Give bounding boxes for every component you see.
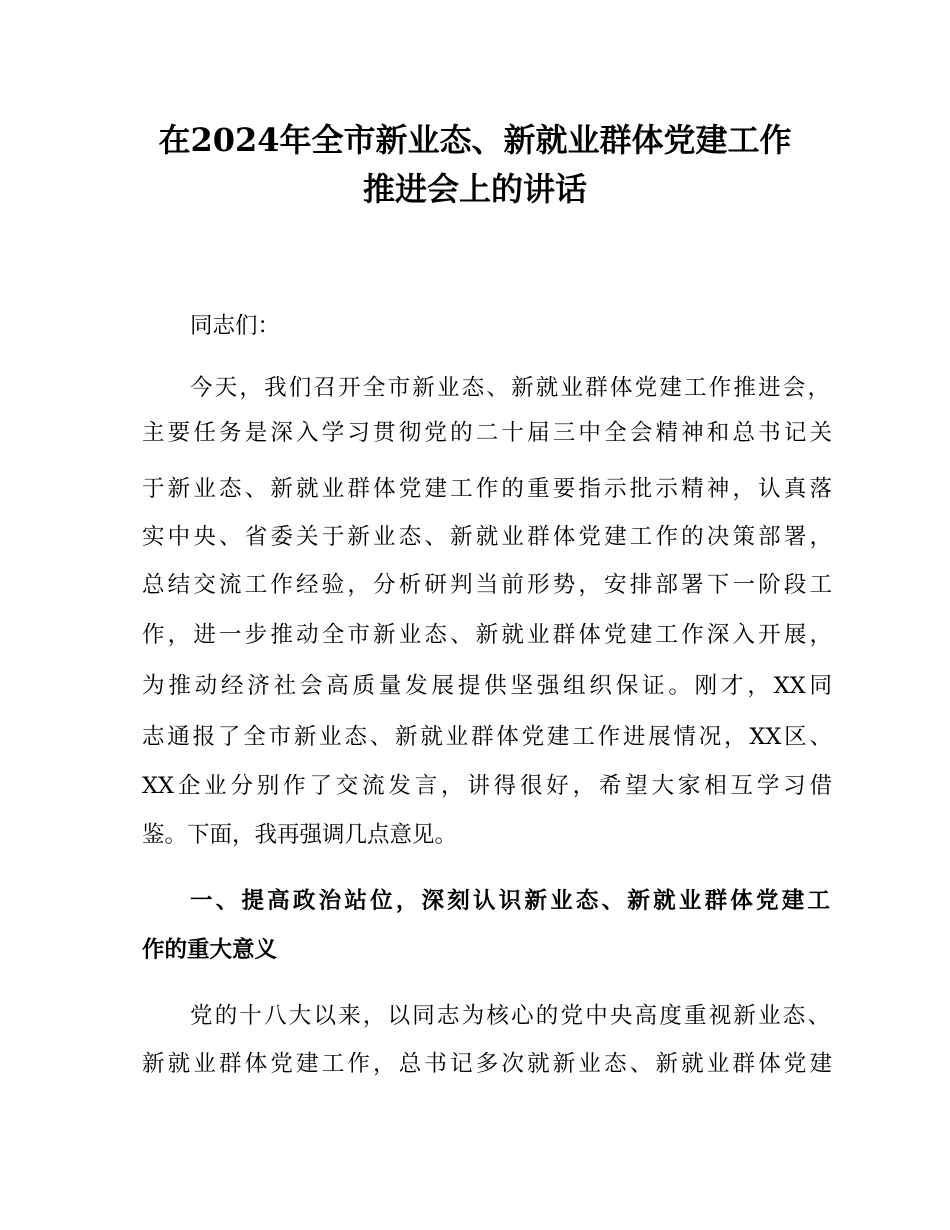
- section-heading-line: 作的重大意义: [142, 937, 278, 963]
- paragraph-line: XX企业分别作了交流发言，讲得很好，希望大家相互学习借: [142, 773, 832, 799]
- paragraph-line: 志通报了全市新业态、新就业群体党建工作进展情况，XX区、: [142, 724, 832, 750]
- document-title-line-2: 推进会上的讲话: [362, 170, 587, 208]
- paragraph-line: 为推动经济社会高质量发展提供坚强组织保证。刚才，XX同: [142, 673, 832, 699]
- paragraph-line: 作，进一步推动全市新业态、新就业群体党建工作深入开展，: [142, 622, 832, 648]
- section-heading-line: 一、提高政治站位，深刻认识新业态、新就业群体党建工: [190, 888, 830, 914]
- paragraph-line: 鉴。下面，我再强调几点意见。: [142, 822, 458, 848]
- salutation: 同志们：: [190, 313, 281, 339]
- paragraph-line: 今天，我们召开全市新业态、新就业群体党建工作推进会，: [190, 375, 830, 401]
- paragraph-line: 于新业态、新就业群体党建工作的重要指示批示精神，认真落: [142, 476, 832, 502]
- paragraph-line: 实中央、省委关于新业态、新就业群体党建工作的决策部署，: [142, 524, 832, 550]
- paragraph-line: 党的十八大以来，以同志为核心的党中央高度重视新业态、: [190, 1003, 830, 1029]
- document-title-line-1: 在2024年全市新业态、新就业群体党建工作: [158, 121, 792, 159]
- paragraph-line: 主要任务是深入学习贯彻党的二十届三中全会精神和总书记关: [142, 420, 832, 446]
- paragraph-line: 新就业群体党建工作，总书记多次就新业态、新就业群体党建: [142, 1051, 832, 1077]
- paragraph-line: 总结交流工作经验，分析研判当前形势，安排部署下一阶段工: [142, 572, 832, 598]
